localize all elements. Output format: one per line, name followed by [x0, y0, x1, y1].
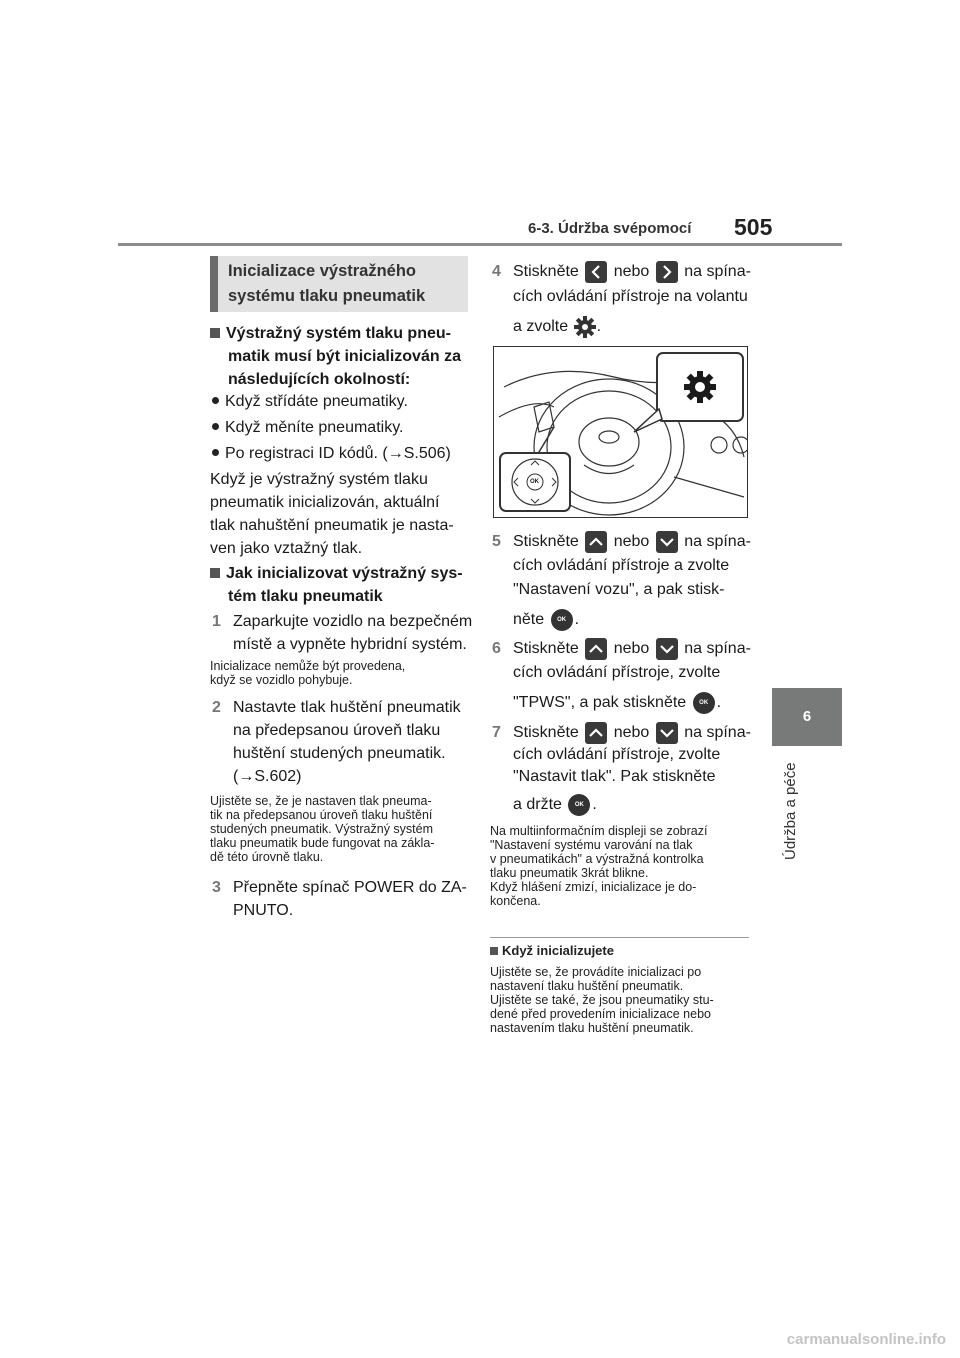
text-line: tlaku pneumatik bude fungovat na zákla- — [210, 836, 435, 850]
bullet-item — [212, 416, 403, 439]
text-line: . — [574, 611, 580, 628]
text-line: místě a vypněte hybridní systém. — [233, 636, 467, 653]
text-line: Na multiinformačním displeji se zobrazí — [490, 824, 708, 838]
watermark: carmanualsonline.info — [786, 1331, 946, 1348]
text-line: Ujistěte se, že provádíte inicializaci po — [490, 965, 702, 979]
chevron-down-icon — [656, 638, 678, 660]
text-line: (→S.602) — [233, 768, 302, 785]
step-4 — [492, 259, 754, 339]
text-line: . — [716, 694, 722, 711]
text-line: tlaku pneumatik 3krát blikne. — [490, 866, 649, 880]
note-1 — [210, 659, 472, 687]
chevron-down-icon — [656, 722, 678, 744]
ok-button-icon: OK — [693, 692, 715, 714]
text-line: když se vozidlo pohybuje. — [210, 673, 353, 687]
text-line: "Nastavit tlak". Pak stiskněte — [513, 768, 716, 786]
section-title: 6-3. Údržba svépomocí — [528, 220, 692, 237]
step-number: 7 — [492, 724, 501, 741]
text-line: Stiskněte — [513, 533, 579, 550]
text-line: a zvolte — [513, 318, 569, 335]
text-line: Když je výstražný systém tlaku — [210, 471, 428, 488]
step-number: 5 — [492, 533, 501, 550]
text-line: studených pneumatik. Výstražný systém — [210, 822, 434, 836]
chevron-down-icon — [656, 531, 678, 553]
step-2 — [212, 696, 474, 788]
section-heading-line: systému tlaku pneumatik — [228, 287, 426, 305]
text-line: končena. — [490, 894, 541, 908]
text-line: Ujistěte se, že je nastaven tlak pneuma- — [210, 794, 432, 808]
chevron-up-icon — [585, 531, 607, 553]
text-line: nebo — [613, 640, 650, 657]
text-line: Stiskněte — [513, 724, 579, 742]
paragraph — [210, 468, 472, 560]
section-heading — [228, 259, 425, 309]
section-heading-box — [210, 256, 468, 312]
text-line: Inicializace nemůže být provedena, — [210, 659, 406, 673]
text-line: tik na předepsanou úroveň tlaku huštění — [210, 808, 433, 822]
text-line: cích ovládání přístroje, zvolte — [513, 664, 721, 681]
square-bullet-icon — [490, 947, 498, 955]
page-number: 505 — [734, 214, 773, 240]
note-3 — [490, 824, 752, 908]
text-line: PNUTO. — [233, 902, 294, 919]
step-3 — [212, 876, 474, 922]
text-line: Když hlášení zmizí, inicializace je do- — [490, 880, 697, 894]
chapter-title: Údržba a péče — [782, 762, 799, 860]
chapter-tab: 6 — [772, 688, 842, 746]
ok-button-icon: OK — [551, 609, 573, 631]
text-line: nebo — [613, 724, 650, 742]
text-line: Ujistěte se také, že jsou pneumatiky stu- — [490, 993, 714, 1007]
step-number: 1 — [212, 613, 221, 630]
text-line: něte — [513, 611, 545, 628]
text-line: Nastavte tlak huštění pneumatik — [233, 699, 461, 716]
chapter-label — [768, 762, 818, 890]
steering-wheel-drawing — [494, 347, 748, 518]
ok-label: OK — [530, 479, 539, 485]
text-line: cích ovládání přístroje na volantu — [513, 288, 748, 305]
text-line: Výstražný systém tlaku pneu- — [226, 325, 451, 342]
text-line: Když střídáte pneumatiky. — [225, 393, 408, 410]
bullet-icon — [212, 423, 219, 430]
text-line: Přepněte spínač POWER do ZA- — [233, 879, 467, 896]
header-rule — [118, 243, 842, 246]
step-number: 3 — [212, 879, 221, 896]
step-1 — [212, 610, 474, 656]
text-line: na spína- — [684, 724, 751, 742]
text-line: nastavením tlaku huštění pneumatik. — [490, 1021, 694, 1035]
info-divider — [490, 937, 749, 938]
text-line: dené před provedením inicializace nebo — [490, 1007, 711, 1021]
text-line: Stiskněte — [513, 263, 579, 280]
info-heading — [490, 944, 752, 958]
text-line: "Nastavení systému varování na tlak — [490, 838, 693, 852]
text-line: dě této úrovně tlaku. — [210, 850, 324, 864]
step-7 — [492, 722, 754, 816]
square-bullet-icon — [210, 328, 220, 338]
text-line: na spína- — [684, 263, 751, 280]
text-line: cích ovládání přístroje, zvolte — [513, 746, 721, 764]
chevron-left-icon — [585, 261, 607, 283]
text-line: Když inicializujete — [502, 943, 614, 958]
bullet-icon — [212, 397, 219, 404]
subheading-how-to — [210, 562, 472, 608]
text-line: následujících okolností: — [228, 371, 411, 388]
text-line: Po registraci ID kódů. (→S.506) — [225, 445, 451, 462]
text-line: Když měníte pneumatiky. — [225, 419, 404, 436]
text-line: pneumatik inicializován, aktuální — [210, 494, 440, 511]
square-bullet-icon — [210, 568, 220, 578]
text-line: huštění studených pneumatik. — [233, 745, 446, 762]
text-line: "TPWS", a pak stiskněte — [513, 694, 687, 711]
text-line: Jak inicializovat výstražný sys- — [226, 565, 463, 582]
step-6 — [492, 637, 754, 715]
text-line: nebo — [613, 263, 650, 280]
chevron-up-icon — [585, 722, 607, 744]
text-line: "Nastavení vozu", a pak stisk- — [513, 581, 725, 598]
text-line: . — [596, 318, 602, 335]
step-5 — [492, 530, 754, 632]
text-line: nastavení tlaku huštění pneumatik. — [490, 979, 684, 993]
text-line: nebo — [613, 533, 650, 550]
step-number: 6 — [492, 640, 501, 657]
text-line: . — [592, 796, 597, 814]
chevron-right-icon — [656, 261, 678, 283]
bullet-icon — [212, 449, 219, 456]
text-line: na spína- — [684, 533, 751, 550]
step-number: 2 — [212, 699, 221, 716]
subheading-circumstances — [210, 322, 472, 391]
text-line: na předepsanou úroveň tlaku — [233, 722, 441, 739]
text-line: Stiskněte — [513, 640, 579, 657]
text-line: ven jako vztažný tlak. — [210, 540, 363, 557]
settings-gear-icon — [573, 315, 597, 339]
text-line: cích ovládání přístroje a zvolte — [513, 557, 730, 574]
text-line: tém tlaku pneumatik — [228, 588, 383, 605]
bullet-item — [212, 442, 451, 465]
steering-wheel-illustration — [493, 346, 748, 518]
chevron-up-icon — [585, 638, 607, 660]
note-2 — [210, 794, 472, 864]
section-heading-line: Inicializace výstražného — [228, 262, 417, 280]
bullet-item — [212, 390, 408, 413]
step-number: 4 — [492, 263, 501, 280]
info-text — [490, 965, 752, 1035]
text-line: matik musí být inicializován za — [228, 348, 461, 365]
text-line: tlak nahuštění pneumatik je nasta- — [210, 517, 454, 534]
text-line: na spína- — [684, 640, 751, 657]
text-line: Zaparkujte vozidlo na bezpečném — [233, 613, 473, 630]
text-line: v pneumatikách" a výstražná kontrolka — [490, 852, 704, 866]
text-line: a držte — [513, 796, 562, 814]
ok-button-icon: OK — [568, 794, 590, 816]
